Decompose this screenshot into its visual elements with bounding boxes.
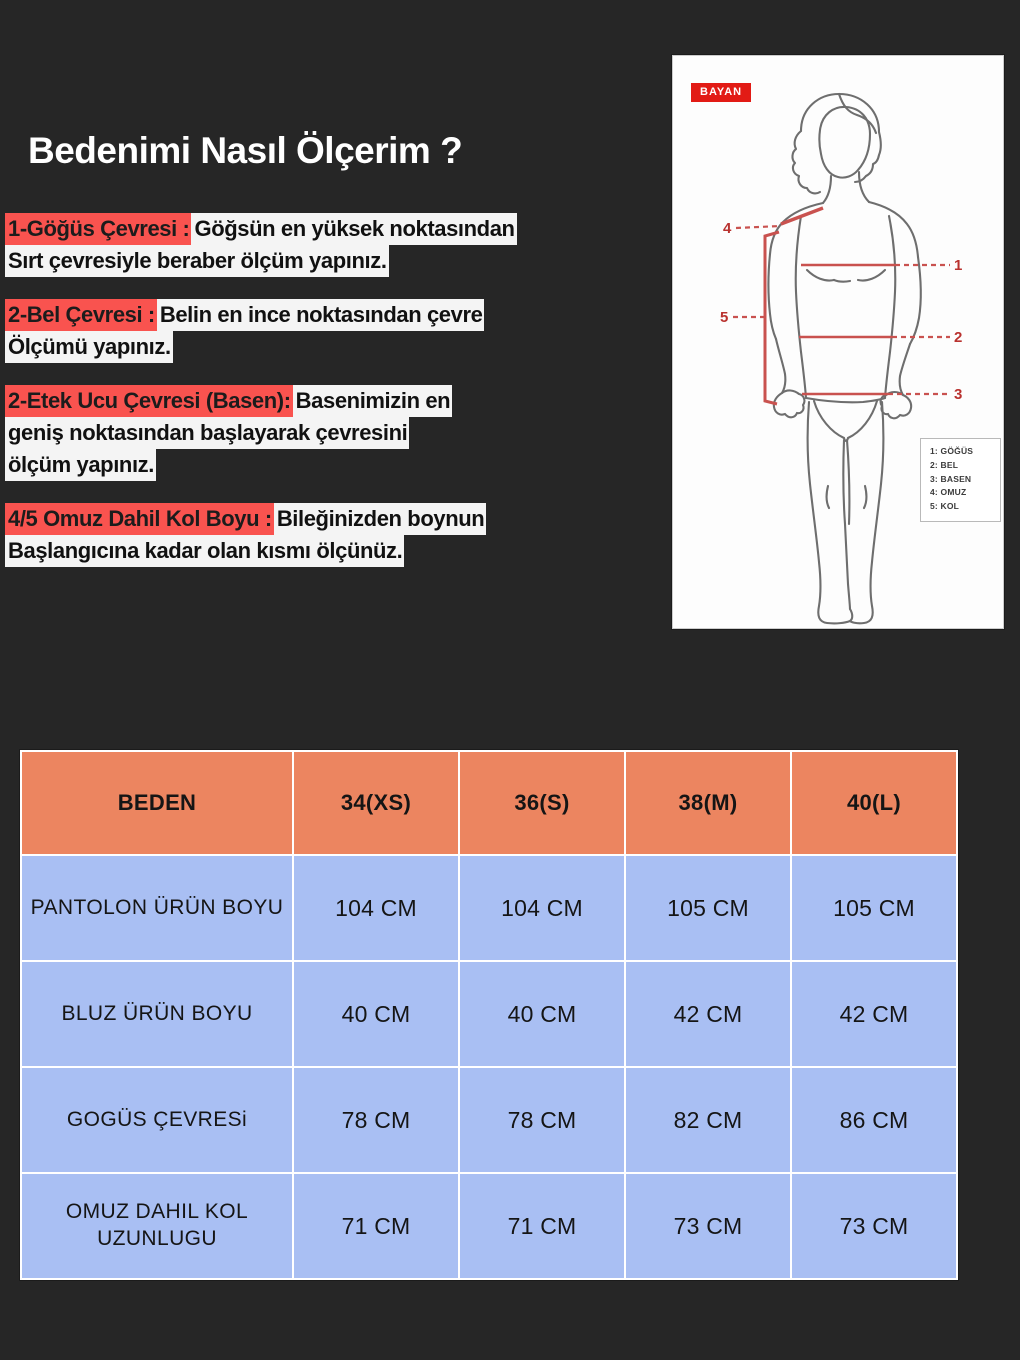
instruction-value: Belin en ince noktasından çevre <box>157 299 485 331</box>
instruction-continuation: geniş noktasından başlayarak çevresini <box>5 417 409 449</box>
table-cell: 82 CM <box>625 1067 791 1173</box>
page-title: Bedenimi Nasıl Ölçerim ? <box>28 130 463 171</box>
instruction-first-line <box>5 505 665 534</box>
table-cell: 42 CM <box>791 961 957 1067</box>
instruction-continuation-line <box>5 333 665 362</box>
instruction-key: 2-Bel Çevresi : <box>5 299 157 331</box>
instruction-item <box>5 301 665 361</box>
marker-4: 4 <box>723 220 732 237</box>
measurement-lines <box>733 208 950 404</box>
table-cell: 78 CM <box>459 1067 625 1173</box>
bayan-badge: BAYAN <box>691 83 751 102</box>
table-cell: 104 CM <box>459 855 625 961</box>
instruction-key: 4/5 Omuz Dahil Kol Boyu : <box>5 503 274 535</box>
table-cell: 40 CM <box>459 961 625 1067</box>
marker-5: 5 <box>720 309 729 326</box>
table-cell: 71 CM <box>459 1173 625 1279</box>
instruction-first-line <box>5 301 665 330</box>
row-label: GOGÜS ÇEVRESi <box>21 1067 293 1173</box>
instruction-value: Göğsün en yüksek noktasından <box>191 213 516 245</box>
table-cell: 105 CM <box>625 855 791 961</box>
instruction-first-line <box>5 215 665 244</box>
female-body-figure-svg <box>673 56 1003 628</box>
table-cell: 104 CM <box>293 855 459 961</box>
legend-item: 2: BEL <box>930 459 959 470</box>
column-header-38m: 38(M) <box>625 751 791 855</box>
row-label: BLUZ ÜRÜN BOYU <box>21 961 293 1067</box>
column-header-40l: 40(L) <box>791 751 957 855</box>
instruction-continuation-line <box>5 451 665 480</box>
body-measurement-diagram <box>672 55 1004 629</box>
legend-item: 4: OMUZ <box>930 487 967 498</box>
legend-item: 5: KOL <box>930 501 960 512</box>
instruction-item <box>5 387 665 479</box>
table-cell: 86 CM <box>791 1067 957 1173</box>
instruction-item <box>5 505 665 565</box>
instruction-continuation: Başlangıcına kadar olan kısmı ölçünüz. <box>5 535 404 567</box>
instructions-list <box>5 215 665 591</box>
instruction-item <box>5 215 665 275</box>
diagram-legend <box>920 438 1001 522</box>
row-label: PANTOLON ÜRÜN BOYU <box>21 855 293 961</box>
table-row <box>21 855 957 961</box>
legend-item: 1: GÖĞÜS <box>930 446 974 456</box>
marker-1: 1 <box>954 257 963 274</box>
table-cell: 73 CM <box>625 1173 791 1279</box>
table-row <box>21 1067 957 1173</box>
marker-2: 2 <box>954 329 963 346</box>
column-header-36s: 36(S) <box>459 751 625 855</box>
instruction-key: 1-Göğüs Çevresi : <box>5 213 191 245</box>
instruction-value: Basenimizin en <box>293 385 453 417</box>
size-chart-table <box>20 750 958 1280</box>
instruction-continuation: Ölçümü yapınız. <box>5 331 173 363</box>
instruction-key: 2-Etek Ucu Çevresi (Basen): <box>5 385 293 417</box>
instruction-continuation: ölçüm yapınız. <box>5 449 156 481</box>
body-outline-icon <box>769 94 921 623</box>
column-header-34xs: 34(XS) <box>293 751 459 855</box>
table-row <box>21 961 957 1067</box>
instruction-value: Bileğinizden boynun <box>274 503 487 535</box>
table-cell: 78 CM <box>293 1067 459 1173</box>
table-cell: 73 CM <box>791 1173 957 1279</box>
instruction-first-line <box>5 387 665 416</box>
instruction-continuation-line <box>5 419 665 448</box>
column-header-beden: BEDEN <box>21 751 293 855</box>
table-header-row <box>21 751 957 855</box>
table-row <box>21 1173 957 1279</box>
marker-3: 3 <box>954 386 963 403</box>
measurement-markers <box>720 220 962 403</box>
instruction-continuation: Sırt çevresiyle beraber ölçüm yapınız. <box>5 245 389 277</box>
table-cell: 71 CM <box>293 1173 459 1279</box>
table-cell: 40 CM <box>293 961 459 1067</box>
row-label: OMUZ DAHIL KOL UZUNLUGU <box>21 1173 293 1279</box>
instruction-continuation-line <box>5 537 665 566</box>
table-cell: 42 CM <box>625 961 791 1067</box>
legend-item: 3: BASEN <box>930 473 972 484</box>
table-cell: 105 CM <box>791 855 957 961</box>
instruction-continuation-line <box>5 247 665 276</box>
